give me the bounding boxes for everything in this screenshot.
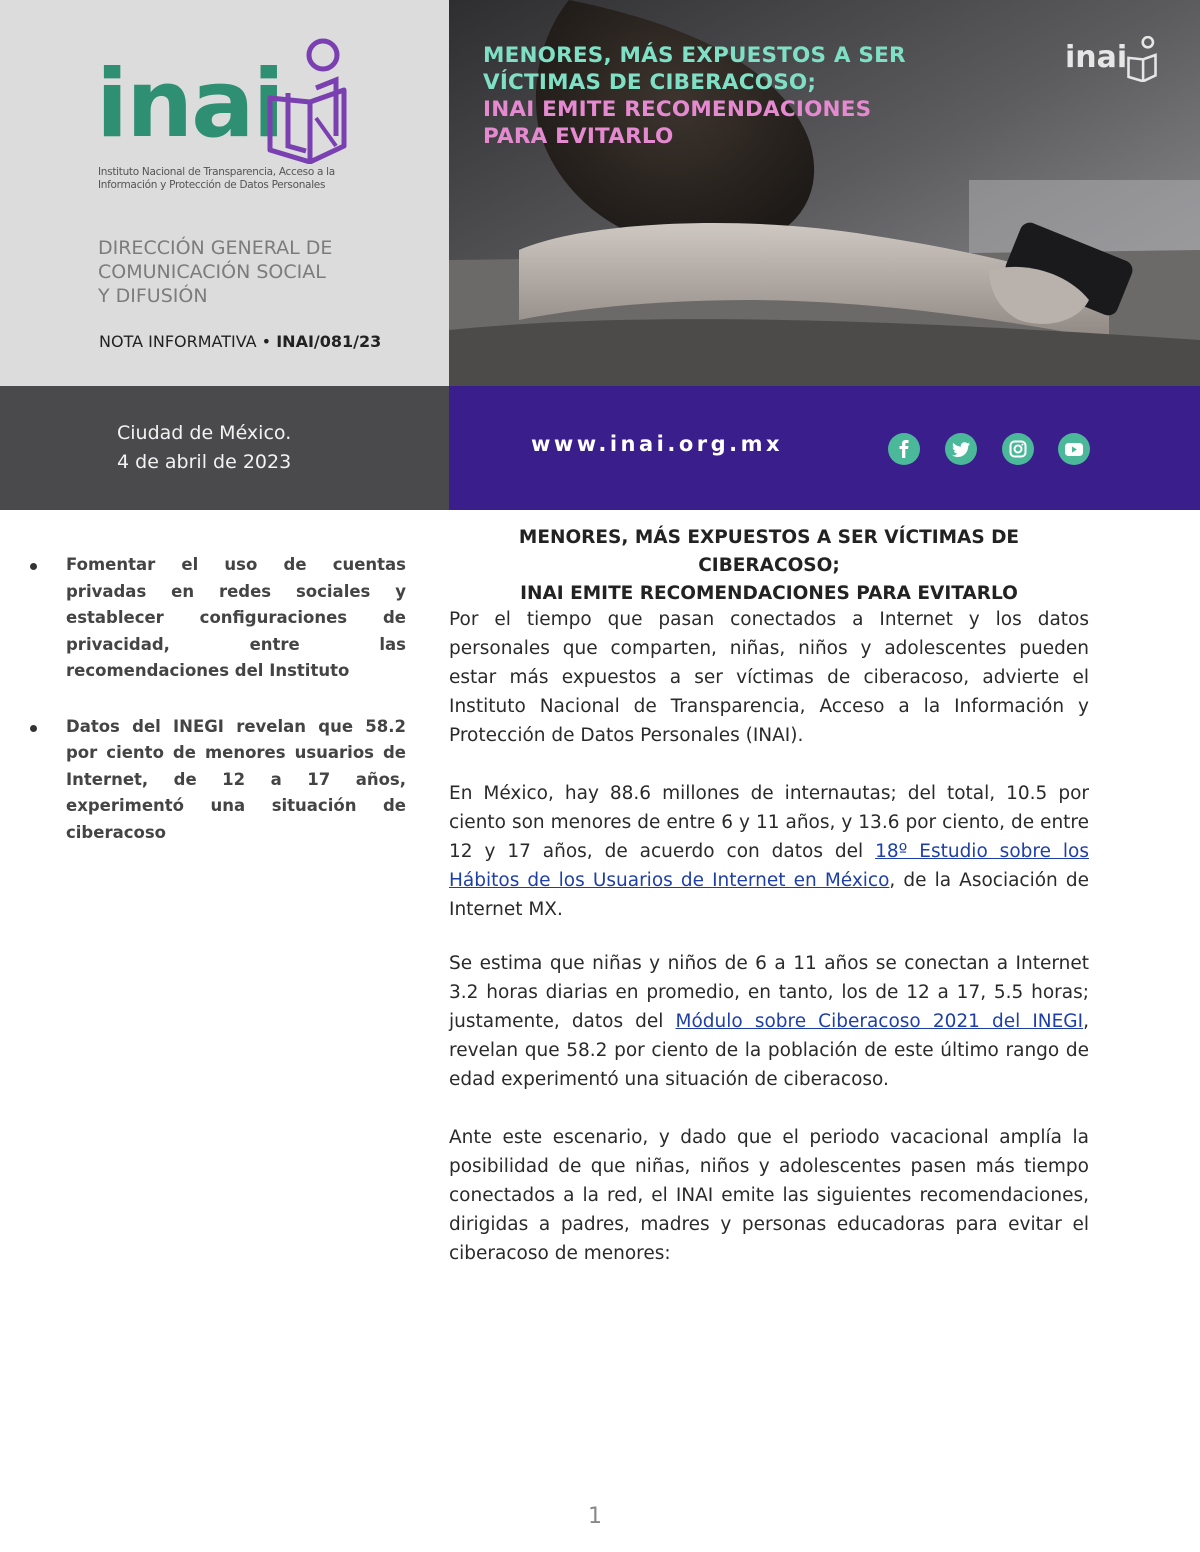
article-title-line: MENORES, MÁS EXPUESTOS A SER VÍCTIMAS DE CIBERACOSO;	[518, 527, 1020, 576]
facebook-icon[interactable]	[888, 433, 920, 465]
paragraph-2-text: En México, hay 88.6 millones de internautas; del total, 10.5 por ciento son menores de entre 6 y 11 años, y 13.6 por ciento, de entre 12 y 17 años, de acuerdo con datos del	[449, 783, 1089, 862]
direccion-line: Y DIFUSIÓN	[98, 285, 208, 307]
bullet-text: Datos del INEGI revelan que 58.2 por ciento de menores usuarios de Internet, de 12 a 17 años, experimentó una situación de ciberacoso	[66, 716, 406, 842]
nota-number: INAI/081/23	[276, 332, 382, 351]
paragraph-2-text-end: , de la Asociación de Internet MX.	[449, 870, 1089, 920]
article-title-line: INAI EMITE RECOMENDACIONES PARA EVITARLO	[520, 583, 1018, 604]
header-left-panel	[0, 0, 449, 386]
date: 4 de abril de 2023	[117, 451, 292, 473]
page-number: 1	[588, 1504, 602, 1529]
city: Ciudad de México.	[117, 422, 292, 444]
paragraph-1: Por el tiempo que pasan conectados a Internet y los datos personales que comparten, niñas, niños y adolescentes pueden estar más expuestos a ser víctimas de ciberacoso, advierte el Instituto Nacional de Transparencia, Acceso a la Información y Protección de Datos Personales (INAI).	[449, 609, 1089, 746]
bullet-dot-icon	[30, 725, 37, 732]
instagram-icon[interactable]	[1002, 433, 1034, 465]
youtube-icon[interactable]	[1058, 433, 1090, 465]
paragraph-4: Ante este escenario, y dado que el periodo vacacional amplía la posibilidad de que niñas, niños y adolescentes pasen más tiempo conectados a la red, el INAI emite las siguientes recomendaciones, dirigidas a padres, madres y personas educadoras para evitar el ciberacoso de menores:	[449, 1127, 1089, 1264]
list-item	[28, 552, 406, 685]
inai-logo-text: inai	[96, 50, 283, 159]
inai-logo-mark-icon	[266, 38, 348, 164]
bullet-dot-icon	[30, 563, 37, 570]
direccion-line: COMUNICACIÓN SOCIAL	[98, 261, 326, 283]
photo-title	[483, 42, 943, 150]
twitter-icon[interactable]	[945, 433, 977, 465]
direccion-line: DIRECCIÓN GENERAL DE	[98, 237, 333, 259]
small-inai-logo-mark-icon	[1127, 36, 1157, 82]
institute-name: Instituto Nacional de Transparencia, Acceso a la Información y Protección de Datos Personales	[98, 166, 335, 191]
paragraph-2	[449, 779, 1089, 924]
bullet-text: Fomentar el uso de cuentas privadas en redes sociales y establecer configuraciones de privacidad, entre las recomendaciones del Instituto	[66, 555, 406, 680]
photo-title-pink: INAI EMITE RECOMENDACIONES PARA EVITARLO	[483, 97, 872, 149]
nota-informativa	[99, 332, 381, 351]
photo-title-green: MENORES, MÁS EXPUESTOS A SER VÍCTIMAS DE CIBERACOSO;	[483, 43, 906, 95]
small-inai-logo-text: inai	[1065, 40, 1128, 75]
paragraph-3-text: Se estima que niñas y niños de 6 a 11 años se conectan a Internet 3.2 horas diarias en promedio, en tanto, los de 12 a 17, 5.5 horas; justamente, datos del	[449, 953, 1089, 1032]
paragraph-3	[449, 949, 1089, 1094]
city-date-bar	[0, 386, 449, 510]
list-item	[28, 714, 406, 847]
modulo-ciberacoso-link[interactable]: Módulo sobre Ciberacoso 2021 del INEGI	[675, 1011, 1084, 1032]
paragraph-3-text-end: , revelan que 58.2 por ciento de la población de este último rango de edad experimentó una situación de ciberacoso.	[449, 1011, 1089, 1090]
website-link[interactable]: www.inai.org.mx	[531, 432, 784, 456]
nota-label: NOTA INFORMATIVA •	[99, 332, 272, 351]
estudio-habitos-link[interactable]: 18º Estudio sobre los Hábitos de los Usuarios de Internet en México	[449, 841, 1089, 891]
article-title	[449, 524, 1089, 608]
header-photo-banner	[449, 0, 1200, 386]
highlights-list	[28, 552, 406, 875]
direccion-general	[98, 236, 388, 308]
